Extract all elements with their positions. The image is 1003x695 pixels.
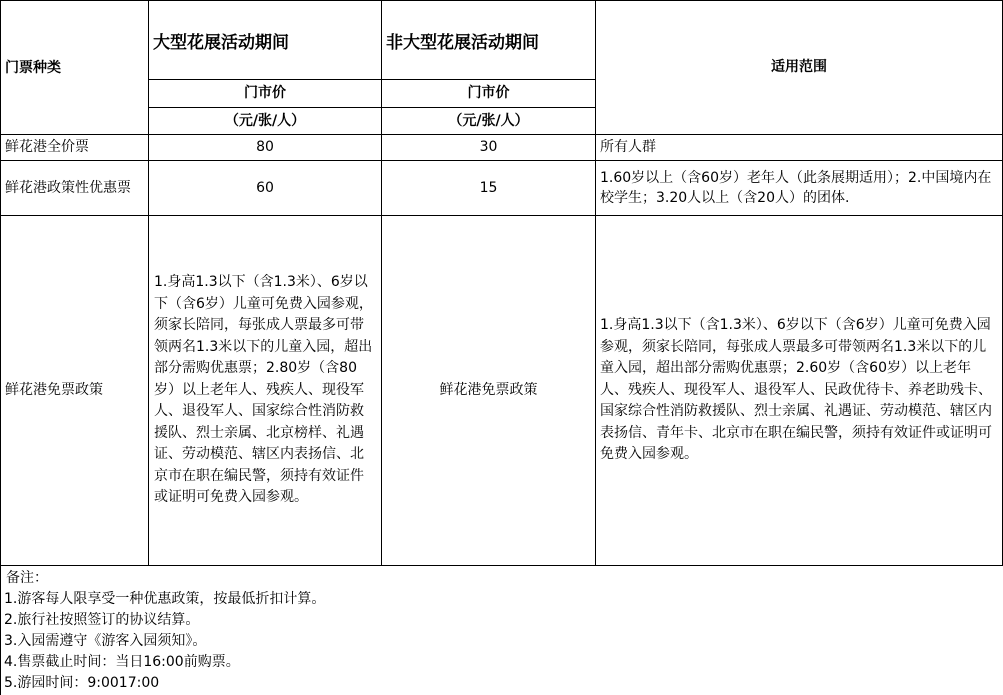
header-peak-price-label: 门市价 [244, 85, 286, 101]
header-ticket-type [0, 0, 149, 135]
row-1-scope-text: 所有人群 [600, 139, 656, 155]
header-scope [595, 0, 1003, 135]
header-nonpeak-label: 非大型花展活动期间 [386, 32, 539, 53]
note-item: 1.游客每人限享受一种优惠政策，按最低折扣计算。 [4, 591, 326, 607]
header-nonpeak [381, 0, 596, 80]
row-3-nonpeak-policy: 鲜花港免票政策 [439, 382, 538, 398]
table-row-1-nonpeak [381, 134, 596, 161]
table-row-2-scope [595, 160, 1003, 216]
row-3-type-text: 鲜花港免票政策 [5, 382, 103, 398]
table-row-1-scope [595, 134, 1003, 161]
table-row-3-scope [595, 215, 1003, 566]
row-1-nonpeak-price: 30 [479, 139, 498, 155]
note-item: 4.售票截止时间：当日16:00前购票。 [4, 654, 240, 670]
row-2-nonpeak-price: 15 [479, 179, 498, 196]
header-nonpeak-unit [381, 107, 596, 135]
notes-title: 备注： [6, 570, 48, 586]
header-peak-label: 大型花展活动期间 [153, 32, 289, 53]
row-1-type-text: 鲜花港全价票 [5, 139, 89, 155]
header-nonpeak-unit-label: （元/张/人） [448, 112, 529, 129]
note-item: 2.旅行社按照签订的协议结算。 [4, 612, 200, 628]
header-nonpeak-price-label: 门市价 [467, 85, 510, 101]
row-2-scope-text: 1.60岁以上（含60岁）老年人（此条展期适用）；2.中国境内在校学生；3.20人以上（含20人）的团体. [600, 170, 992, 206]
header-ticket-type-label: 门票种类 [5, 59, 61, 76]
table-row-1-type [0, 134, 149, 161]
note-item: 5.游园时间：9:0017:00 [4, 675, 160, 691]
header-scope-label: 适用范围 [771, 59, 827, 75]
table-row-2-type [0, 160, 149, 216]
header-peak [148, 0, 382, 80]
table-row-2-peak [148, 160, 382, 216]
row-3-scope-policy: 1.身高1.3以下（含1.3米）、6岁以下（含6岁）儿童可免费入园参观，须家长陪同，每张成人票最多可带领两名1.3米以下的儿童入园，超出部分需购优惠票；2.60岁（含60岁）以上老年人、残疾人、现役军人、退役军人、民政优待卡、养老助残卡、国家综合性消防救援队、烈士亲属、礼遇证、劳动模范、辖区内表扬信、青年卡、北京市在职在编民警，须持有效证件或证明可免费入园参观。 [600, 317, 992, 463]
table-row-3-type [0, 215, 149, 566]
row-3-peak-policy: 1.身高1.3以下（含1.3米）、6岁以下（含6岁）儿童可免费入园参观，须家长陪同，每张成人票最多可带领两名1.3米以下的儿童入园，超出部分需购优惠票；2.80岁（含80岁）以上老年人、残疾人、现役军人、退役军人、国家综合性消防救援队、烈士亲属、北京榜样、礼遇证、劳动模范、辖区内表扬信、北京市在职在编民警，须持有效证件或证明可免费入园参观。 [154, 274, 373, 506]
header-peak-unit [148, 107, 382, 135]
header-peak-price [148, 79, 382, 108]
header-nonpeak-price [381, 79, 596, 108]
notes-left-border [0, 566, 1, 695]
table-row-2-nonpeak [381, 160, 596, 216]
table-row-3-nonpeak [381, 215, 596, 566]
row-2-peak-price: 60 [256, 179, 274, 196]
note-item: 3.入园需遵守《游客入园须知》。 [4, 633, 207, 649]
notes-section [4, 568, 325, 694]
row-2-type-text: 鲜花港政策性优惠票 [5, 180, 131, 196]
table-row-1-peak [148, 134, 382, 161]
header-peak-unit-label: （元/张/人） [224, 112, 306, 129]
table-row-3-peak [148, 215, 382, 566]
row-1-peak-price: 80 [256, 139, 274, 155]
